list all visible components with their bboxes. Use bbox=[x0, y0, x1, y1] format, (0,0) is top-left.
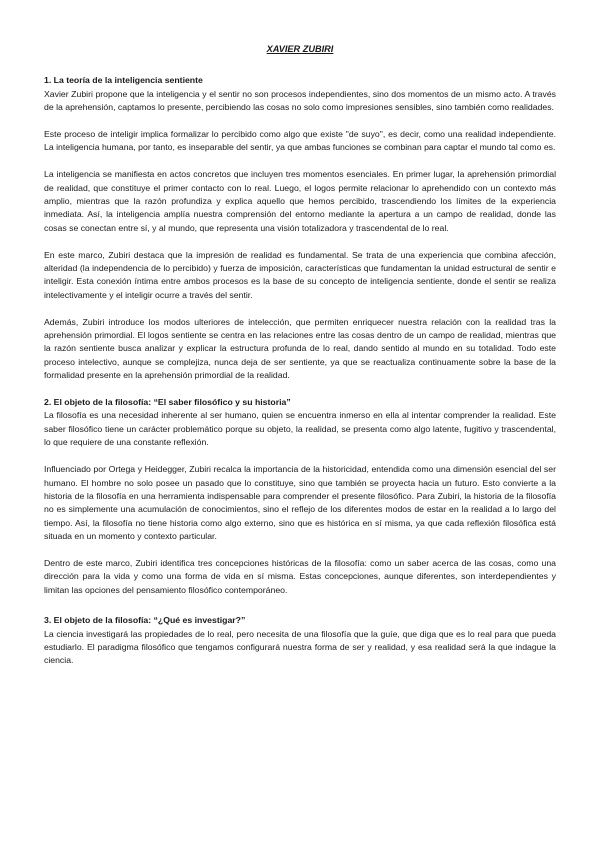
paragraph: Xavier Zubiri propone que la inteligencia y el sentir no son procesos independientes, sino dos momentos de un mismo acto. A través de la aprehensión, captamos lo presente, percibiendo las cosas no solo como impresiones sensibles, sino también como realidades. bbox=[44, 88, 556, 113]
section-3 bbox=[44, 614, 556, 668]
section-heading: 1. La teoría de la inteligencia sentiente bbox=[44, 75, 203, 86]
paragraph: La ciencia investigará las propiedades de lo real, pero necesita de una filosofía que la guíe, que diga que es lo real para que pueda estudiarlo. El paradigma filosófico que tengamos configurará nuestra forma de ser y realidad, y esa realidad será la que indague la ciencia. bbox=[44, 628, 556, 666]
section-heading: 2. El objeto de la filosofía: “El saber filosófico y su historia” bbox=[44, 397, 291, 408]
paragraph: La inteligencia se manifiesta en actos concretos que incluyen tres momentos esenciales. En primer lugar, la aprehensión primordial de realidad, que constituye el primer contacto con lo real. Luego, el logos permite relacionar lo aprehendido con un contexto más amplio, mientras que la razón profundiza y explica aquello que hemos percibido, trascendiendo los límites de la experiencia inmediata. Así, la inteligencia amplía nuestra comprensión del entorno mediante la apertura a un campo de realidad, donde las cosas se conectan entre sí, y al mundo, que representa una visión totalizadora y trascendental de lo real. bbox=[44, 169, 556, 233]
paragraph: La filosofía es una necesidad inherente al ser humano, quien se encuentra inmerso en ella al intentar comprender la realidad. Este saber filosófico tiene un carácter problemático porque su objeto, la realidad, se presenta como algo latente, fugitivo y trascendental, lo que requiere de una constante reflexión. bbox=[44, 410, 556, 448]
paragraph: Influenciado por Ortega y Heidegger, Zubiri recalca la importancia de la historicidad, entendida como una dimensión esencial del ser humano. El hombre no solo posee un pasado que lo constituye, sino que también se proyecta hacia un futuro. Esto convierte a la historia de la filosofía en una herramienta indispensable para comprender el presente filosófico. Para Zubiri, la historia de la filosofía no es simplemente una acumulación de conocimientos, sino el reflejo de los diferentes modos de estar en la realidad a lo largo del tiempo. Así, la filosofía no tiene historia como algo externo, sino que es histórica en sí misma, ya que cada reflexión filosófica está situada en un momento y contexto particular. bbox=[44, 464, 556, 542]
paragraph: Este proceso de inteligir implica formalizar lo percibido como algo que existe "de suyo", es decir, como una realidad independiente. La inteligencia humana, por tanto, es inseparable del sentir, ya que ambas funciones se combinan para captar el mundo tal como es. bbox=[44, 129, 556, 153]
document-title: XAVIER ZUBIRI bbox=[266, 44, 334, 54]
section-1 bbox=[44, 74, 556, 382]
paragraph: En este marco, Zubiri destaca que la impresión de realidad es fundamental. Se trata de una experiencia que combina afección, alteridad (la independencia de lo percibido) y fuerza de imposición, características que fundamentan la unidad estructural de sentir e inteligir. Esta conexión íntima entre ambos procesos es la base de su concepto de inteligencia sentiente, donde el sentir se realiza intelectivamente y el inteligir ocurre a través del sentir. bbox=[44, 249, 556, 300]
paragraph: Dentro de este marco, Zubiri identifica tres concepciones históricas de la filosofía: como un saber acerca de las cosas, como una dirección para la vida y como una forma de vida en sí misma. Estas concepciones, aunque diferentes, son interdependientes y limitan las opciones del pensamiento filosófico contemporáneo. bbox=[44, 557, 556, 595]
paragraph: Además, Zubiri introduce los modos ulteriores de intelección, que permiten enriquecer nuestra relación con la realidad tras la aprehensión primordial. El logos sentiente se centra en las relaciones entre las cosas dentro de un campo de realidad, mientras que la razón sentiente busca analizar y explicar la estructura profunda de lo real, dando sentido al mundo en su totalidad. Todo este proceso intelectivo, aunque se complejiza, nunca deja de ser sentiente, ya que se reactualiza continuamente sobre la base de la formalidad presente en la aprehensión primordial de la realidad. bbox=[44, 316, 556, 381]
section-heading: 3. El objeto de la filosofía: “¿Qué es investigar?” bbox=[44, 615, 246, 626]
section-2 bbox=[44, 396, 556, 597]
